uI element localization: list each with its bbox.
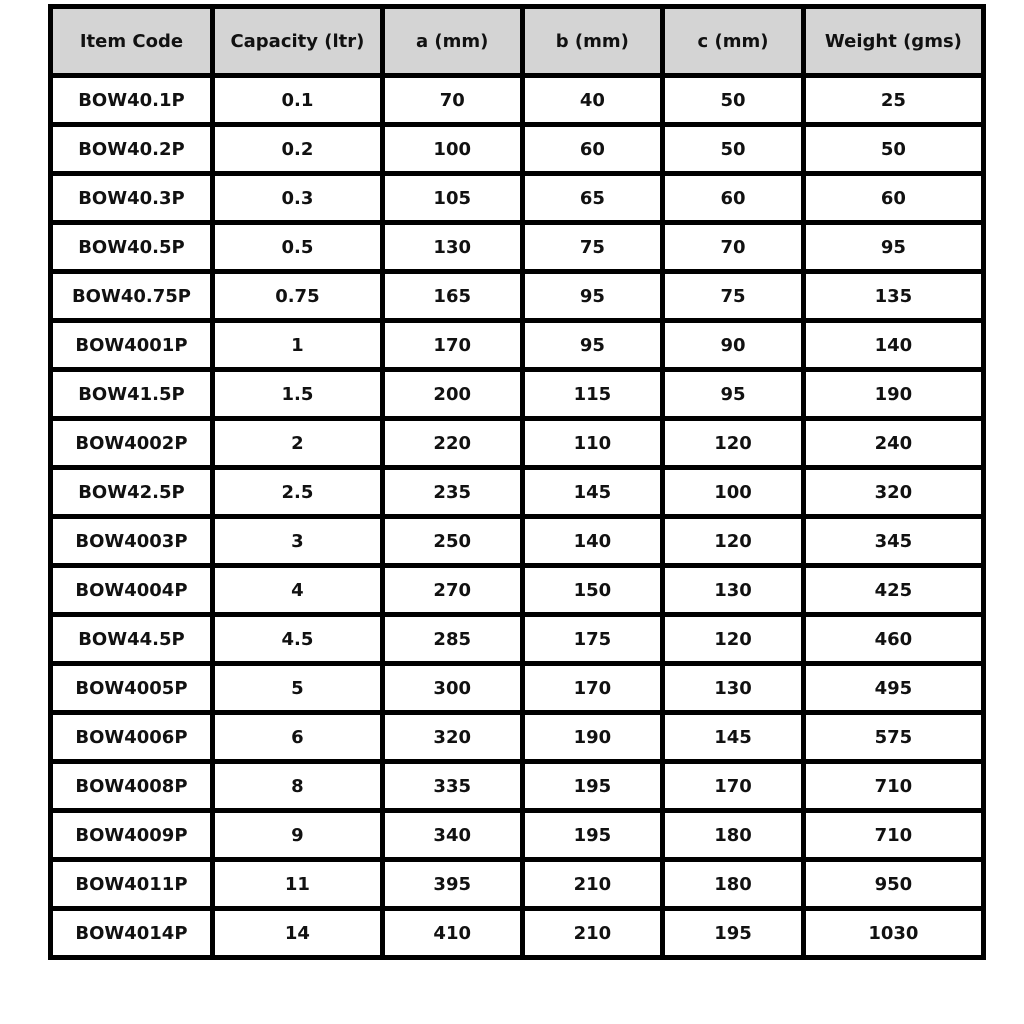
capacity-cell: 4.5 — [215, 617, 380, 661]
weight-cell: 135 — [806, 274, 981, 318]
capacity-cell: 5 — [215, 666, 380, 710]
weight-cell: 95 — [806, 225, 981, 269]
table-row — [53, 617, 981, 661]
c-mm-cell: 95 — [665, 372, 801, 416]
table-body — [53, 78, 981, 955]
table-header — [53, 9, 981, 73]
c-mm-cell: 90 — [665, 323, 801, 367]
capacity-cell: 0.5 — [215, 225, 380, 269]
b-mm-cell: 190 — [525, 715, 661, 759]
b-mm-cell: 210 — [525, 862, 661, 906]
b-mm-cell: 195 — [525, 764, 661, 808]
item-code-cell: BOW4014P — [53, 911, 210, 955]
b-mm-cell: 65 — [525, 176, 661, 220]
weight-cell: 710 — [806, 813, 981, 857]
a-mm-cell: 200 — [385, 372, 520, 416]
weight-cell: 495 — [806, 666, 981, 710]
item-code-cell: BOW4005P — [53, 666, 210, 710]
c-mm-cell: 50 — [665, 78, 801, 122]
weight-cell: 575 — [806, 715, 981, 759]
c-mm-cell: 170 — [665, 764, 801, 808]
weight-cell: 25 — [806, 78, 981, 122]
item-code-cell: BOW4006P — [53, 715, 210, 759]
capacity-cell: 4 — [215, 568, 380, 612]
table-row — [53, 127, 981, 171]
a-mm-cell: 250 — [385, 519, 520, 563]
a-mm-cell: 220 — [385, 421, 520, 465]
capacity-cell: 2.5 — [215, 470, 380, 514]
b-mm-cell: 150 — [525, 568, 661, 612]
table-row — [53, 421, 981, 465]
a-mm-cell: 340 — [385, 813, 520, 857]
table-row — [53, 568, 981, 612]
a-mm-cell: 335 — [385, 764, 520, 808]
table-row — [53, 764, 981, 808]
table-row — [53, 78, 981, 122]
a-mm-cell: 130 — [385, 225, 520, 269]
item-code-cell: BOW40.3P — [53, 176, 210, 220]
item-code-cell: BOW4008P — [53, 764, 210, 808]
table-row — [53, 470, 981, 514]
c-mm-cell: 100 — [665, 470, 801, 514]
c-mm-cell: 75 — [665, 274, 801, 318]
c-mm-cell: 120 — [665, 519, 801, 563]
capacity-cell: 0.75 — [215, 274, 380, 318]
b-mm-cell: 210 — [525, 911, 661, 955]
weight-cell: 140 — [806, 323, 981, 367]
capacity-cell: 3 — [215, 519, 380, 563]
a-mm-cell: 395 — [385, 862, 520, 906]
item-code-header: Item Code — [53, 9, 210, 73]
capacity-cell: 1.5 — [215, 372, 380, 416]
table-row — [53, 911, 981, 955]
b-mm-cell: 170 — [525, 666, 661, 710]
c-mm-cell: 120 — [665, 617, 801, 661]
table-row — [53, 519, 981, 563]
b-mm-cell: 195 — [525, 813, 661, 857]
weight-cell: 240 — [806, 421, 981, 465]
weight-cell: 425 — [806, 568, 981, 612]
a-mm-cell: 70 — [385, 78, 520, 122]
c-mm-cell: 70 — [665, 225, 801, 269]
weight-cell: 50 — [806, 127, 981, 171]
b-mm-cell: 115 — [525, 372, 661, 416]
a-mm-cell: 285 — [385, 617, 520, 661]
c-mm-cell: 60 — [665, 176, 801, 220]
table-row — [53, 862, 981, 906]
a-mm-cell: 410 — [385, 911, 520, 955]
capacity-cell: 9 — [215, 813, 380, 857]
b-mm-cell: 95 — [525, 274, 661, 318]
item-code-cell: BOW4011P — [53, 862, 210, 906]
table-row — [53, 715, 981, 759]
c-mm-cell: 195 — [665, 911, 801, 955]
c-mm-cell: 180 — [665, 862, 801, 906]
c-mm-cell: 130 — [665, 568, 801, 612]
weight-header: Weight (gms) — [806, 9, 981, 73]
a-mm-cell: 270 — [385, 568, 520, 612]
weight-cell: 710 — [806, 764, 981, 808]
header-row — [53, 9, 981, 73]
item-code-cell: BOW42.5P — [53, 470, 210, 514]
table-row — [53, 323, 981, 367]
capacity-cell: 14 — [215, 911, 380, 955]
capacity-cell: 1 — [215, 323, 380, 367]
a-mm-cell: 170 — [385, 323, 520, 367]
table-row — [53, 813, 981, 857]
a-mm-cell: 300 — [385, 666, 520, 710]
weight-cell: 190 — [806, 372, 981, 416]
item-code-cell: BOW4001P — [53, 323, 210, 367]
spec-table — [48, 4, 986, 960]
item-code-cell: BOW4002P — [53, 421, 210, 465]
item-code-cell: BOW40.5P — [53, 225, 210, 269]
c-mm-cell: 180 — [665, 813, 801, 857]
b-mm-cell: 40 — [525, 78, 661, 122]
b-mm-cell: 60 — [525, 127, 661, 171]
c-mm-header: c (mm) — [665, 9, 801, 73]
capacity-cell: 6 — [215, 715, 380, 759]
b-mm-cell: 75 — [525, 225, 661, 269]
a-mm-cell: 320 — [385, 715, 520, 759]
b-mm-cell: 95 — [525, 323, 661, 367]
a-mm-cell: 165 — [385, 274, 520, 318]
table-row — [53, 225, 981, 269]
weight-cell: 1030 — [806, 911, 981, 955]
c-mm-cell: 130 — [665, 666, 801, 710]
a-mm-cell: 235 — [385, 470, 520, 514]
capacity-cell: 11 — [215, 862, 380, 906]
item-code-cell: BOW44.5P — [53, 617, 210, 661]
item-code-cell: BOW4003P — [53, 519, 210, 563]
item-code-cell: BOW4004P — [53, 568, 210, 612]
b-mm-cell: 140 — [525, 519, 661, 563]
item-code-cell: BOW4009P — [53, 813, 210, 857]
capacity-cell: 0.1 — [215, 78, 380, 122]
a-mm-cell: 100 — [385, 127, 520, 171]
item-code-cell: BOW41.5P — [53, 372, 210, 416]
a-mm-header: a (mm) — [385, 9, 520, 73]
item-code-cell: BOW40.75P — [53, 274, 210, 318]
capacity-header: Capacity (ltr) — [215, 9, 380, 73]
table-row — [53, 274, 981, 318]
capacity-cell: 0.2 — [215, 127, 380, 171]
weight-cell: 320 — [806, 470, 981, 514]
table-row — [53, 666, 981, 710]
weight-cell: 950 — [806, 862, 981, 906]
c-mm-cell: 120 — [665, 421, 801, 465]
a-mm-cell: 105 — [385, 176, 520, 220]
c-mm-cell: 50 — [665, 127, 801, 171]
capacity-cell: 0.3 — [215, 176, 380, 220]
item-code-cell: BOW40.1P — [53, 78, 210, 122]
b-mm-cell: 175 — [525, 617, 661, 661]
weight-cell: 345 — [806, 519, 981, 563]
b-mm-header: b (mm) — [525, 9, 661, 73]
table-row — [53, 176, 981, 220]
weight-cell: 60 — [806, 176, 981, 220]
item-code-cell: BOW40.2P — [53, 127, 210, 171]
capacity-cell: 8 — [215, 764, 380, 808]
table-row — [53, 372, 981, 416]
spec-table-frame — [48, 4, 986, 1024]
b-mm-cell: 110 — [525, 421, 661, 465]
weight-cell: 460 — [806, 617, 981, 661]
c-mm-cell: 145 — [665, 715, 801, 759]
capacity-cell: 2 — [215, 421, 380, 465]
b-mm-cell: 145 — [525, 470, 661, 514]
